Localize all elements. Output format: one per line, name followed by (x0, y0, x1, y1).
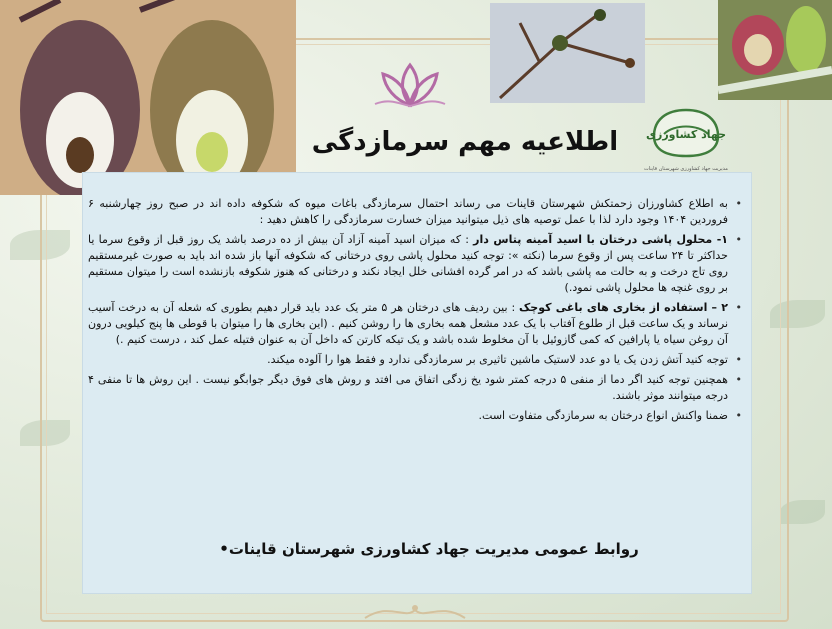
photo-frost-damaged-buds (0, 0, 296, 195)
page-title: اطلاعیه مهم سرمازدگی (311, 127, 619, 157)
photo-frozen-blossom (718, 0, 832, 100)
paragraph-item1 (88, 232, 742, 296)
logo-name: جهاد کشاورزی (645, 128, 727, 141)
paragraph-note2: • همچنین توجه کنید اگر دما از منفی ۵ درجه کمتر شود یخ زدگی اتفاق می افتد و روش های فوق دیگر جوابگو نیست . این روش ها تا منفی ۴ درجه میتوانند موثر باشند. (88, 372, 742, 404)
item1-text: : که میزان اسید آمینه آزاد آن بیش از ده درصد باشد یک روز قبل از وقوع سرما یا حداکثر تا ۲۴ ساعت پس از وقوع سرما (نکته »: توجه کنید محلول پاشی روی درختانی که شکوفه آنها باز شده اند باید به صورت غیرمستقیم روی تاج درخت و به حالت مه پاشی باشد که در امر گرده افشانی خلل ایجاد نکند و درختانی که هنوز شکوفه بازنشده است را میتوان مستقیم بر روی غنچه ها محلول پاشی نمود.) (88, 233, 728, 294)
footer-bullet-icon: • (219, 540, 229, 558)
item1-heading: ۱- محلول پاشی درختان با اسید آمینه پتاس دار (473, 233, 728, 246)
paragraph-note3: • ضمنا واکنش انواع درختان به سرمازدگی متفاوت است. (88, 408, 742, 424)
footer-signature (200, 540, 640, 558)
photo-frost-damaged-branch (490, 3, 645, 103)
paragraph-item2 (88, 300, 742, 348)
bottom-ornament-icon (360, 598, 470, 624)
item2-heading: ۲ – استفاده از بخاری های باغی کوچک (519, 301, 728, 314)
footer-text: روابط عمومی مدیریت جهاد کشاورزی شهرستان قاینات (228, 540, 639, 558)
lotus-ornament-icon (355, 60, 465, 110)
paragraph-intro: • به اطلاع کشاورزان زحمتکش شهرستان قاینات می رساند احتمال سرمازدگی باغات میوه که شکوفه داده اند در صبح روز چهارشنبه ۶ فروردین ۱۴۰۴ وجود دارد لذا با عمل توصیه های ذیل میتوانید میزان خسارت سرمازدگی را کاهش دهید : (88, 196, 742, 228)
paragraph-note1: • توجه کنید آتش زدن یک یا دو عدد لاستیک ماشین تاثیری بر سرمازدگی ندارد و فقط هوا را آلوده میکند. (88, 352, 742, 368)
logo-subtitle: مدیریت جهاد کشاورزی شهرستان قاینات (644, 166, 728, 172)
announcement-body (88, 196, 742, 428)
item2-text: : بین ردیف های درختان هر ۵ متر یک عدد باید قرار دهیم بطوری که شعله آن به درخت آسیب نرساند و یک ساعت قبل از طلوع آفتاب با یک عدد مشعل همه بخاری ها را روشن کنیم . (این بخاری ها را میتوان با قوطی ها پنج کیلویی درون آن روغن سیاه یا پارافین که کمی گازوئیل با آن مخلوط شده باشد و یک تیکه کارتن که داخل آن به عنوان فتیله عمل کند ، درست کنیم .) (88, 301, 728, 346)
